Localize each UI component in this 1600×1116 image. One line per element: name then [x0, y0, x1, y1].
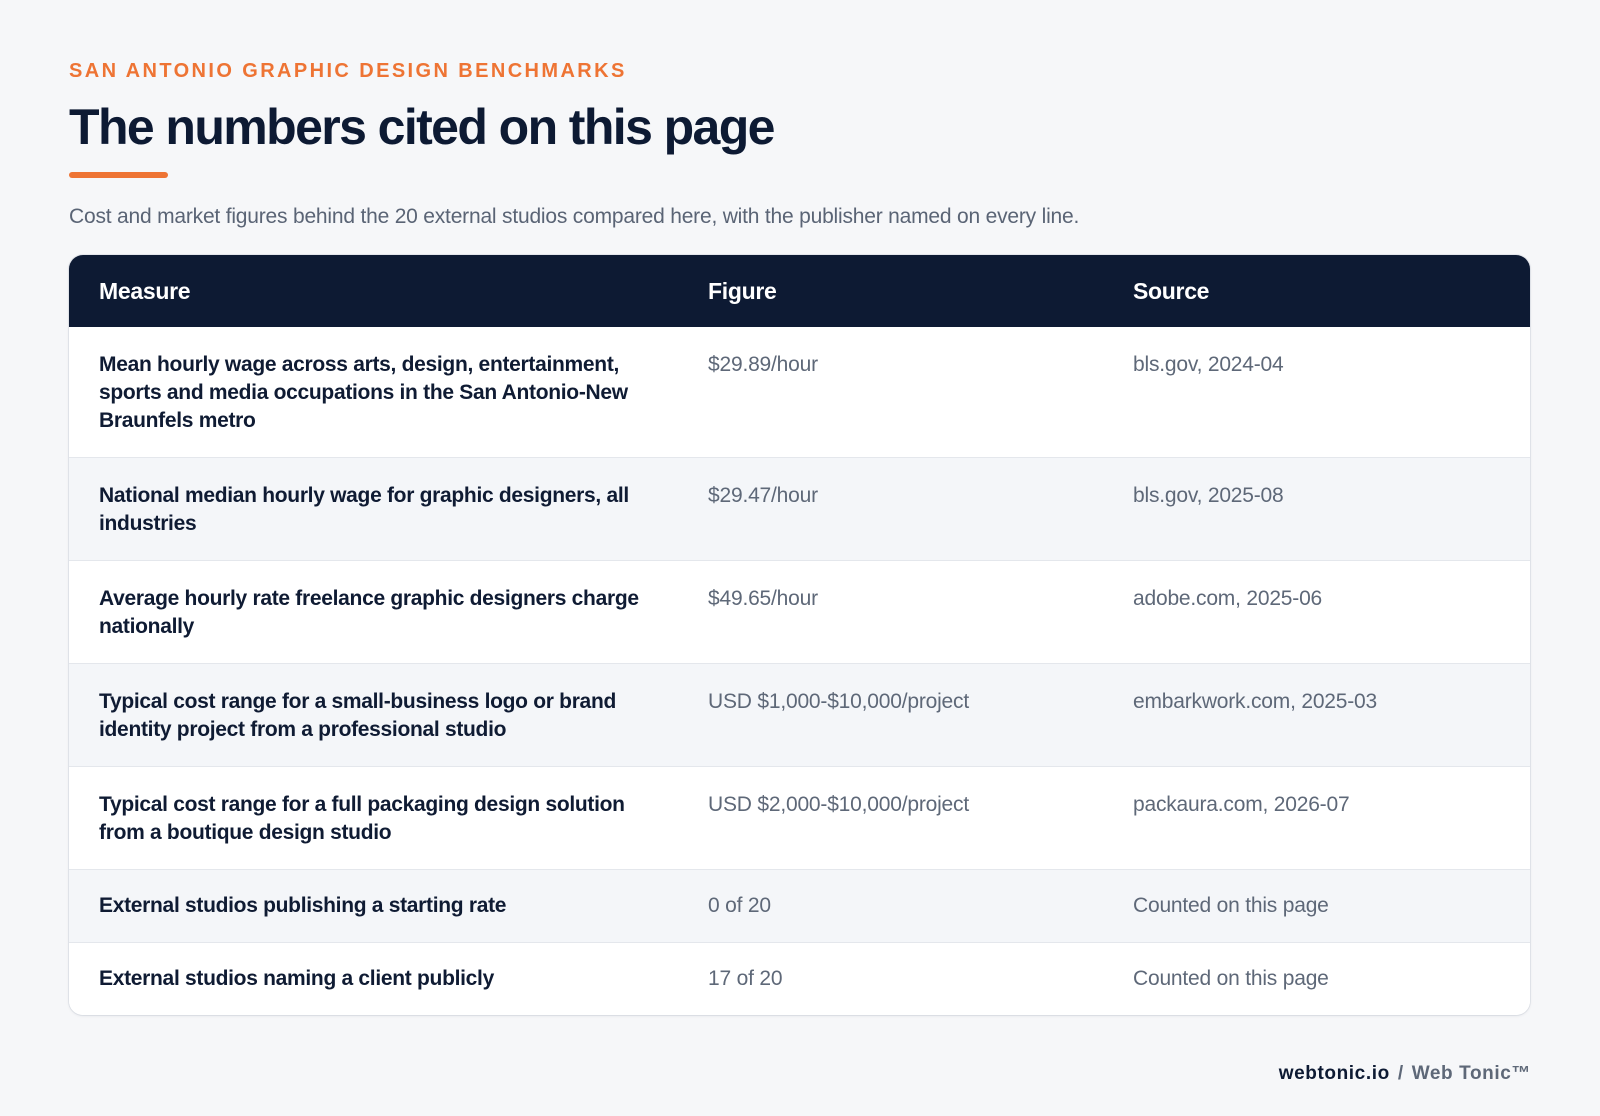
cell-figure: 17 of 20 [708, 967, 783, 990]
cell-figure: USD $2,000-$10,000/project [708, 793, 969, 816]
cell-measure: Average hourly rate freelance graphic designers charge nationally [99, 587, 639, 638]
cell-figure: $29.89/hour [708, 353, 818, 376]
page-subtitle: Cost and market figures behind the 20 external studios compared here, with the publisher named on every line. [69, 205, 1080, 228]
table-row [69, 943, 1530, 1016]
column-header-figure: Figure [708, 277, 777, 304]
cell-source: Counted on this page [1133, 894, 1329, 917]
table-row [69, 327, 1530, 458]
table-row [69, 561, 1530, 664]
cell-figure: 0 of 20 [708, 894, 771, 917]
cell-source: embarkwork.com, 2025-03 [1133, 690, 1378, 713]
title-accent-bar [69, 172, 168, 178]
table-body [69, 327, 1530, 1015]
cell-figure: USD $1,000-$10,000/project [708, 690, 969, 713]
benchmarks-table-card [69, 255, 1530, 1015]
table-header [69, 255, 1530, 327]
table-row [69, 458, 1530, 561]
column-header-source: Source [1133, 277, 1210, 304]
cell-figure: $49.65/hour [708, 587, 818, 610]
cell-measure: Typical cost range for a full packaging design solution from a boutique design studio [99, 793, 625, 844]
page-title: The numbers cited on this page [69, 99, 774, 155]
column-header-measure: Measure [99, 277, 191, 304]
cell-figure: $29.47/hour [708, 484, 818, 507]
cell-measure: Mean hourly wage across arts, design, entertainment, sports and media occupations in the San Antonio-New Braunfels metro [99, 353, 628, 432]
footer-brand: Web Tonic™ [1411, 1063, 1531, 1084]
table-row [69, 870, 1530, 943]
table-header-row [69, 255, 1530, 327]
cell-source: bls.gov, 2024-04 [1133, 353, 1284, 376]
table-row [69, 767, 1530, 870]
benchmarks-table [69, 255, 1530, 1015]
cell-source: adobe.com, 2025-06 [1133, 587, 1323, 610]
footer-domain: webtonic.io [1278, 1063, 1390, 1084]
eyebrow-label: SAN ANTONIO GRAPHIC DESIGN BENCHMARKS [69, 60, 627, 82]
cell-source: Counted on this page [1133, 967, 1329, 990]
cell-source: packaura.com, 2026-07 [1133, 793, 1350, 816]
cell-measure: External studios naming a client publicly [99, 967, 494, 990]
cell-source: bls.gov, 2025-08 [1133, 484, 1284, 507]
cell-measure: Typical cost range for a small-business logo or brand identity project from a professional studio [99, 690, 616, 741]
footer-credit [1279, 1062, 1531, 1086]
cell-measure: External studios publishing a starting rate [99, 894, 507, 917]
cell-measure: National median hourly wage for graphic designers, all industries [99, 484, 629, 535]
table-row [69, 664, 1530, 767]
footer-separator: / [1397, 1063, 1404, 1084]
